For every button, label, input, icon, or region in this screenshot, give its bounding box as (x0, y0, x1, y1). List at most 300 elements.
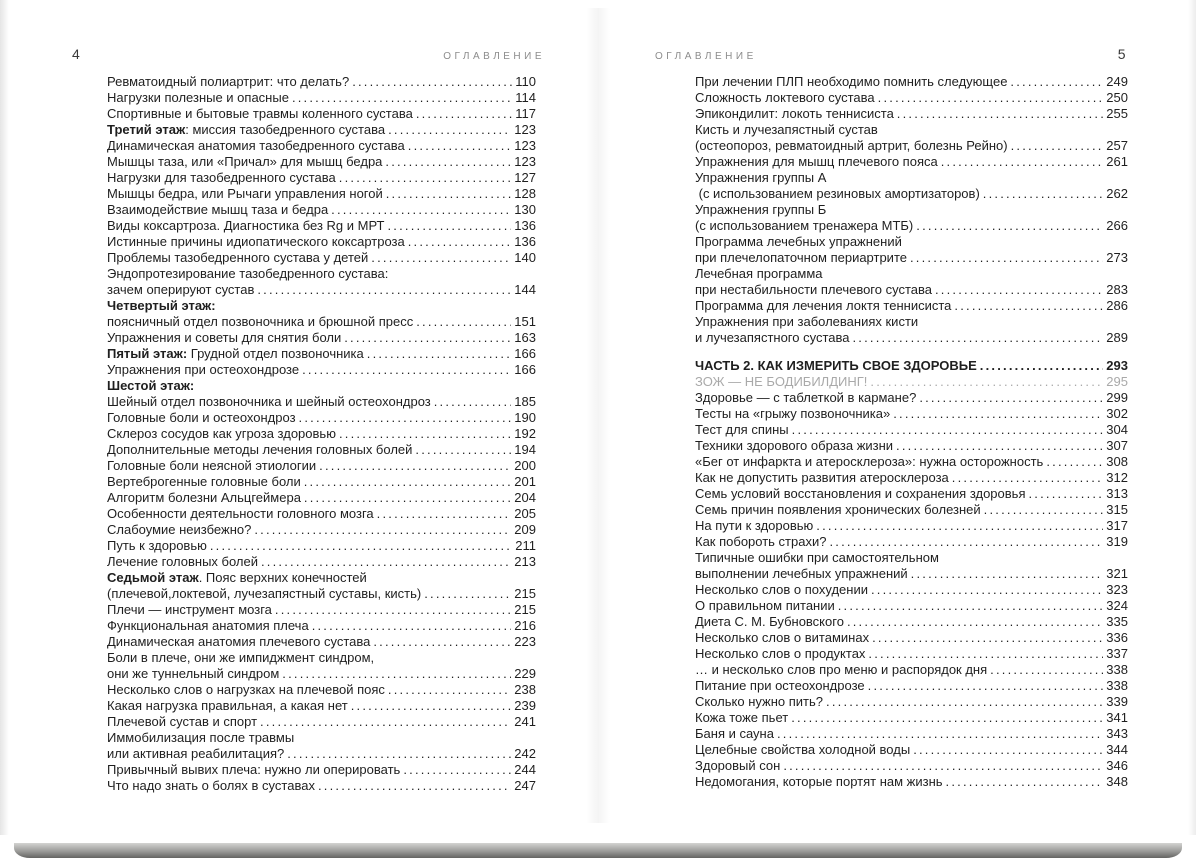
dot-leader (897, 106, 1104, 122)
toc-entry-page: 313 (1106, 486, 1128, 501)
dot-leader (954, 298, 1103, 314)
dot-leader (871, 582, 1103, 598)
toc-entry-title: Пятый этаж: Грудной отдел позвоночника (107, 346, 364, 361)
dot-leader (1046, 454, 1103, 470)
toc-entry (107, 714, 536, 730)
toc-entry-page: 339 (1106, 694, 1128, 709)
toc-entry-page: 194 (514, 442, 536, 457)
toc-entry-page: 266 (1106, 218, 1128, 233)
toc-entry (107, 602, 536, 618)
toc-entry (695, 630, 1128, 646)
toc-entry-title: Динамическая анатомия тазобедренного сустава (107, 138, 405, 153)
dot-leader (339, 426, 511, 442)
toc-entry (695, 186, 1128, 202)
toc-entry-title: Третий этаж: миссия тазобедренного сустава (107, 122, 386, 137)
dot-leader (302, 362, 511, 378)
dot-leader (387, 218, 511, 234)
dot-leader (254, 522, 511, 538)
toc-entry (107, 698, 536, 714)
dot-leader (777, 726, 1103, 742)
toc-entry-page: 117 (515, 106, 536, 121)
toc-entry (695, 566, 1128, 582)
toc-entry-page: 315 (1106, 502, 1128, 517)
toc-entry-page: 302 (1106, 406, 1128, 421)
dot-leader (371, 250, 511, 266)
dot-leader (952, 470, 1104, 486)
toc-entry (107, 458, 536, 474)
toc-entry (107, 154, 536, 170)
toc-entry-title: Склероз сосудов как угроза здоровью (107, 426, 336, 441)
toc-entry-title: Привычный вывих плеча: нужно ли оперировать (107, 762, 401, 777)
dot-leader (434, 394, 512, 410)
toc-entry (695, 438, 1128, 454)
toc-entry-title: Головные боли и остеохондроз (107, 410, 296, 425)
toc-entry (107, 202, 536, 218)
dot-leader (385, 154, 511, 170)
toc-entry-page: 151 (514, 314, 536, 329)
dot-leader (878, 90, 1104, 106)
dot-leader (318, 778, 511, 794)
dot-leader (257, 282, 511, 298)
dot-leader (990, 662, 1103, 678)
dot-leader (275, 602, 511, 618)
toc-entry-title: Что надо знать о болях в суставах (107, 778, 315, 793)
dot-leader (210, 538, 512, 554)
toc-entry-page: 257 (1106, 138, 1128, 153)
toc-entry-page: 273 (1106, 250, 1128, 265)
toc-entry-page: 262 (1106, 186, 1128, 201)
dot-leader (896, 438, 1103, 454)
dot-leader (319, 458, 511, 474)
running-header-right: ОГЛАВЛЕНИЕ (655, 51, 757, 62)
toc-entry (107, 122, 536, 138)
toc-entry (107, 522, 536, 538)
toc-entry-page: 261 (1106, 154, 1128, 169)
toc-entry-page: 321 (1106, 566, 1128, 581)
toc-entry-page: 250 (1106, 90, 1128, 105)
toc-entry (107, 282, 536, 298)
toc-entry (695, 106, 1128, 122)
dot-leader (1011, 138, 1104, 154)
toc-entry-title: Целебные свойства холодной воды (695, 742, 911, 757)
toc-entry-title: Сколько нужно пить? (695, 694, 824, 709)
dot-leader (868, 678, 1104, 694)
toc-entry (695, 358, 1128, 374)
dot-leader (913, 742, 1103, 758)
toc-entry-title: Здоровье — с таблеткой в кармане? (695, 390, 917, 405)
toc-entry-page: 338 (1106, 678, 1128, 693)
dot-leader (847, 614, 1103, 630)
dot-leader (783, 758, 1103, 774)
toc-entry (107, 330, 536, 346)
toc-entry-title: Спортивные и бытовые травмы коленного сустава (107, 106, 413, 121)
toc-entry (695, 742, 1128, 758)
toc-entry-title: Упражнения группы Б (695, 202, 827, 217)
toc-entry-page: 335 (1106, 614, 1128, 629)
toc-entry-page: 123 (514, 138, 536, 153)
toc-entry-page: 163 (514, 330, 536, 345)
toc-entry-title: Взаимодействие мышц таза и бедра (107, 202, 329, 217)
toc-entry-title: Упражнения при остеохондрозе (107, 362, 300, 377)
toc-entry (107, 586, 536, 602)
toc-entry-page: 200 (514, 458, 536, 473)
toc-entry (695, 234, 1128, 250)
toc-entry-page: 299 (1106, 390, 1128, 405)
toc-entry-title: поясничный отдел позвоночника и брюшной пресс (107, 314, 414, 329)
toc-entry (107, 474, 536, 490)
toc-entry-page: 242 (514, 746, 536, 761)
dot-leader (826, 694, 1103, 710)
toc-entry-page: 140 (514, 250, 536, 265)
dot-leader (377, 506, 512, 522)
toc-entry-page: 241 (514, 714, 536, 729)
toc-entry (107, 634, 536, 650)
toc-entry-page: 136 (514, 218, 536, 233)
toc-entry-title: Баня и сауна (695, 726, 774, 741)
toc-entry-page: 247 (514, 778, 536, 793)
toc-entry (107, 426, 536, 442)
dot-leader (424, 586, 511, 602)
toc-entry (107, 746, 536, 762)
toc-entry-page: 289 (1106, 330, 1128, 345)
dot-leader (386, 186, 512, 202)
toc-entry-title: (остеопороз, ревматоидный артрит, болезнь Рейно) (695, 138, 1008, 153)
toc-entry-title: Техники здорового образа жизни (695, 438, 894, 453)
page-number-left: 4 (72, 46, 81, 62)
dot-leader (792, 422, 1104, 438)
dot-leader (408, 138, 512, 154)
dot-leader (416, 106, 512, 122)
toc-entry (695, 422, 1128, 438)
toc-entry (107, 218, 536, 234)
toc-entry-page: 346 (1106, 758, 1128, 773)
toc-entry-title: Виды коксартроза. Диагностика без Rg и МРТ (107, 218, 385, 233)
toc-entry-title: ЗОЖ — НЕ БОДИБИЛДИНГ! (695, 374, 868, 389)
toc-entry-page: 213 (514, 554, 536, 569)
dot-leader (868, 646, 1103, 662)
toc-entry-page: 337 (1106, 646, 1128, 661)
toc-entry-page: 338 (1106, 662, 1128, 677)
toc-entry (107, 234, 536, 250)
toc-entry (695, 390, 1128, 406)
toc-entry-title: Семь условий восстановления и сохранения здоровья (695, 486, 1026, 501)
toc-entry-page: 286 (1106, 298, 1128, 313)
toc-entry-page: 123 (514, 122, 536, 137)
dot-leader (344, 330, 511, 346)
dot-leader (408, 234, 512, 250)
toc-entry (107, 362, 536, 378)
toc-entry (695, 138, 1128, 154)
toc-entry (107, 650, 536, 666)
toc-entry-page: 283 (1106, 282, 1128, 297)
toc-entry (107, 106, 536, 122)
dot-leader (304, 490, 511, 506)
dot-leader (816, 518, 1103, 534)
toc-entry-title: Истинные причины идиопатического коксартроза (107, 234, 405, 249)
toc-entry (695, 454, 1128, 470)
toc-entry-page: 185 (514, 394, 536, 409)
toc-entry (695, 694, 1128, 710)
toc-entry-page: 238 (514, 682, 536, 697)
toc-entry-page: 304 (1106, 422, 1128, 437)
toc-entry (695, 710, 1128, 726)
toc-entry-page: 123 (514, 154, 536, 169)
toc-entry-page: 239 (514, 698, 536, 713)
toc-entry-title: Лечение головных болей (107, 554, 258, 569)
toc-entry-page: 127 (514, 170, 536, 185)
dot-leader (388, 682, 511, 698)
toc-entry (107, 266, 536, 282)
toc-entry-title: Дополнительные методы лечения головных болей (107, 442, 413, 457)
toc-entry-page: 209 (514, 522, 536, 537)
toc-entry-page: 249 (1106, 74, 1128, 89)
toc-entry-title: Шестой этаж: (107, 378, 195, 393)
dot-leader (351, 698, 512, 714)
toc-entry-title: Эндопротезирование тазобедренного сустава: (107, 266, 389, 281)
toc-entry (107, 682, 536, 698)
toc-entry (107, 570, 536, 586)
toc-entry (695, 74, 1128, 90)
toc-entry (695, 678, 1128, 694)
dot-leader (935, 282, 1103, 298)
toc-entry-page: 215 (514, 602, 536, 617)
toc-entry-title: Диета С. М. Бубновского (695, 614, 844, 629)
toc-entry-page: 295 (1106, 374, 1128, 389)
dot-leader (893, 406, 1103, 422)
toc-entry-title: Алгоритм болезни Альцгеймера (107, 490, 301, 505)
toc-entry (695, 470, 1128, 486)
toc-entry-title: При лечении ПЛП необходимо помнить следующее (695, 74, 1008, 89)
toc-entry-title: Сложность локтевого сустава (695, 90, 875, 105)
toc-entry-page: 166 (514, 346, 536, 361)
toc-entry-title: Тесты на «грыжу позвоночника» (695, 406, 891, 421)
toc-entry-title: Какая нагрузка правильная, а какая нет (107, 698, 348, 713)
toc-entry-title: Кожа тоже пьет (695, 710, 789, 725)
toc-entry-title: зачем оперируют сустав (107, 282, 255, 297)
toc-entry-page: 204 (514, 490, 536, 505)
toc-entry (107, 730, 536, 746)
toc-entry (695, 486, 1128, 502)
toc-entry-page: 144 (514, 282, 536, 297)
toc-entry-title: Несколько слов о витаминах (695, 630, 870, 645)
toc-entry (695, 534, 1128, 550)
dot-leader (416, 314, 511, 330)
toc-entry (695, 122, 1128, 138)
dot-leader (829, 534, 1103, 550)
toc-entry-title: Тест для спины (695, 422, 789, 437)
toc-entry-page: 308 (1106, 454, 1128, 469)
toc-entry-page: 312 (1106, 470, 1128, 485)
toc-entry-title: Динамическая анатомия плечевого сустава (107, 634, 371, 649)
page-right (598, 0, 1196, 840)
toc-entry-page: 319 (1106, 534, 1128, 549)
toc-entry-page: 205 (514, 506, 536, 521)
toc-entry-title: ЧАСТЬ 2. КАК ИЗМЕРИТЬ СВОЕ ЗДОРОВЬЕ (695, 358, 977, 373)
toc-entry-title: Проблемы тазобедренного сустава у детей (107, 250, 369, 265)
toc-entry-page: 216 (514, 618, 536, 633)
toc-entry-title: при плечелопаточном периартрите (695, 250, 907, 265)
toc-entry-title: Боли в плече, они же импиджмент синдром, (107, 650, 375, 665)
toc-entry-title: На пути к здоровью (695, 518, 814, 533)
toc-entry-title: Типичные ошибки при самостоятельном (695, 550, 939, 565)
toc-entry-title: Головные боли неясной этиологии (107, 458, 317, 473)
toc-entry-title: или активная реабилитация? (107, 746, 285, 761)
toc-entry (107, 490, 536, 506)
dot-leader (403, 762, 511, 778)
toc-entry-title: Питание при остеохондрозе (695, 678, 865, 693)
toc-entry (107, 538, 536, 554)
toc-entry-page: 324 (1106, 598, 1128, 613)
toc-entry-title: Седьмой этаж. Пояс верхних конечностей (107, 570, 367, 585)
toc-entry-title: Особенности деятельности головного мозга (107, 506, 374, 521)
dot-leader (916, 218, 1103, 234)
toc-entry (107, 762, 536, 778)
toc-entry-page: 110 (515, 74, 536, 89)
toc-entry-title: (с использованием резиновых амортизаторов) (695, 186, 980, 201)
dot-leader (791, 710, 1103, 726)
toc-entry (107, 346, 536, 362)
toc-entry (107, 506, 536, 522)
toc-entry-title: Плечи — инструмент мозга (107, 602, 272, 617)
dot-leader (367, 346, 512, 362)
toc-entry-title: Эпикондилит: локоть теннисиста (695, 106, 894, 121)
toc-entry (107, 394, 536, 410)
toc-entry-page: 229 (514, 666, 536, 681)
toc-entry (695, 202, 1128, 218)
toc-entry-page: 211 (515, 538, 536, 553)
toc-entry-title: О правильном питании (695, 598, 835, 613)
toc-entry-title: Мышцы бедра, или Рычаги управления ногой (107, 186, 383, 201)
toc-entry (107, 554, 536, 570)
toc-entry-title: Упражнения и советы для снятия боли (107, 330, 342, 345)
dot-leader (339, 170, 512, 186)
toc-entry (695, 154, 1128, 170)
toc-entry-title: Иммобилизация после травмы (107, 730, 295, 745)
running-header-left: ОГЛАВЛЕНИЕ (443, 51, 545, 62)
toc-entry-title: Мышцы таза, или «Причал» для мышц бедра (107, 154, 383, 169)
toc-entry-title: (с использованием тренажера МТБ) (695, 218, 914, 233)
toc-entry-title: Нагрузки для тазобедренного сустава (107, 170, 336, 185)
dot-leader (1010, 74, 1103, 90)
dot-leader (331, 202, 511, 218)
toc-entry-title: (плечевой,локтевой, лучезапястный суставы, кисть) (107, 586, 422, 601)
toc-entry-title: они же туннельный синдром (107, 666, 280, 681)
toc-entry-page: 336 (1106, 630, 1128, 645)
dot-leader (911, 566, 1104, 582)
dot-leader (853, 330, 1104, 346)
toc-entry (107, 314, 536, 330)
toc-entry-title: Несколько слов о продуктах (695, 646, 866, 661)
toc-entry (695, 502, 1128, 518)
dot-leader (980, 358, 1104, 374)
dot-leader (287, 746, 511, 762)
toc-entry-page: 166 (514, 362, 536, 377)
toc-entry-page: 190 (514, 410, 536, 425)
toc-entry-page: 223 (514, 634, 536, 649)
toc-entry-title: и лучезапястного сустава (695, 330, 850, 345)
toc-entry (107, 298, 536, 314)
dot-leader (415, 442, 511, 458)
toc-entry-title: Несколько слов о нагрузках на плечевой пояс (107, 682, 385, 697)
book-bottom-edge (14, 843, 1182, 858)
dot-leader (838, 598, 1104, 614)
toc-entry-page: 201 (514, 474, 536, 489)
toc-entry-page: 307 (1106, 438, 1128, 453)
page-number-right: 5 (1117, 46, 1126, 62)
toc-entry-title: Как не допустить развития атеросклероза (695, 470, 949, 485)
dot-leader (312, 618, 512, 634)
dot-leader (304, 474, 512, 490)
toc-entry-page: 244 (514, 762, 536, 777)
dot-leader (388, 122, 511, 138)
dot-leader (260, 714, 511, 730)
dot-leader (919, 390, 1103, 406)
toc-entry (695, 726, 1128, 742)
toc-entry (107, 410, 536, 426)
toc-entry-page: 130 (514, 202, 536, 217)
toc-entry-title: Путь к здоровью (107, 538, 207, 553)
toc-entry (107, 378, 536, 394)
toc-entry-title: при нестабильности плечевого сустава (695, 282, 932, 297)
toc-entry-page: 343 (1106, 726, 1128, 741)
toc-entry (695, 550, 1128, 566)
toc-entry-title: Шейный отдел позвоночника и шейный остеохондроз (107, 394, 431, 409)
toc-entry (695, 614, 1128, 630)
toc-entry-title: Программа лечебных упражнений (695, 234, 902, 249)
toc-entry-page: 114 (515, 90, 536, 105)
toc-entry (107, 138, 536, 154)
toc-entry (107, 442, 536, 458)
toc-entry-page: 128 (514, 186, 536, 201)
toc-entry-page: 341 (1106, 710, 1128, 725)
toc-entry (695, 406, 1128, 422)
toc-entry-title: Упражнения для мышц плечевого пояса (695, 154, 938, 169)
toc-entry-title: Здоровый сон (695, 758, 781, 773)
toc-entry-page: 255 (1106, 106, 1128, 121)
toc-entry-page: 136 (514, 234, 536, 249)
toc-entry (107, 250, 536, 266)
dot-leader (870, 374, 1103, 390)
toc-entry-title: Как побороть страхи? (695, 534, 827, 549)
toc-entry-title: Кисть и лучезапястный сустав (695, 122, 878, 137)
toc-entry (695, 774, 1128, 790)
toc-entry-title: Семь причин появления хронических болезней (695, 502, 981, 517)
toc-entry (695, 374, 1128, 390)
dot-leader (984, 502, 1104, 518)
toc-entry (695, 218, 1128, 234)
toc-entry (695, 758, 1128, 774)
toc-entry-page: 317 (1106, 518, 1128, 533)
dot-leader (910, 250, 1103, 266)
toc-entry (107, 666, 536, 682)
toc-entry (695, 598, 1128, 614)
dot-leader (292, 90, 512, 106)
toc-entry-title: «Бег от инфаркта и атеросклероза»: нужна осторожность (695, 454, 1044, 469)
toc-entry (695, 314, 1128, 330)
toc-entry-title: Вертеброгенные головные боли (107, 474, 301, 489)
dot-leader (983, 186, 1104, 202)
toc-entry-page: 344 (1106, 742, 1128, 757)
toc-entry-title: Упражнения при заболеваниях кисти (695, 314, 919, 329)
toc-entry (695, 298, 1128, 314)
toc-entry-title: Нагрузки полезные и опасные (107, 90, 289, 105)
toc-entry-page: 323 (1106, 582, 1128, 597)
toc-entry-page: 192 (514, 426, 536, 441)
toc-list-left (107, 74, 536, 794)
dot-leader (352, 74, 512, 90)
toc-entry (695, 662, 1128, 678)
toc-entry (107, 618, 536, 634)
